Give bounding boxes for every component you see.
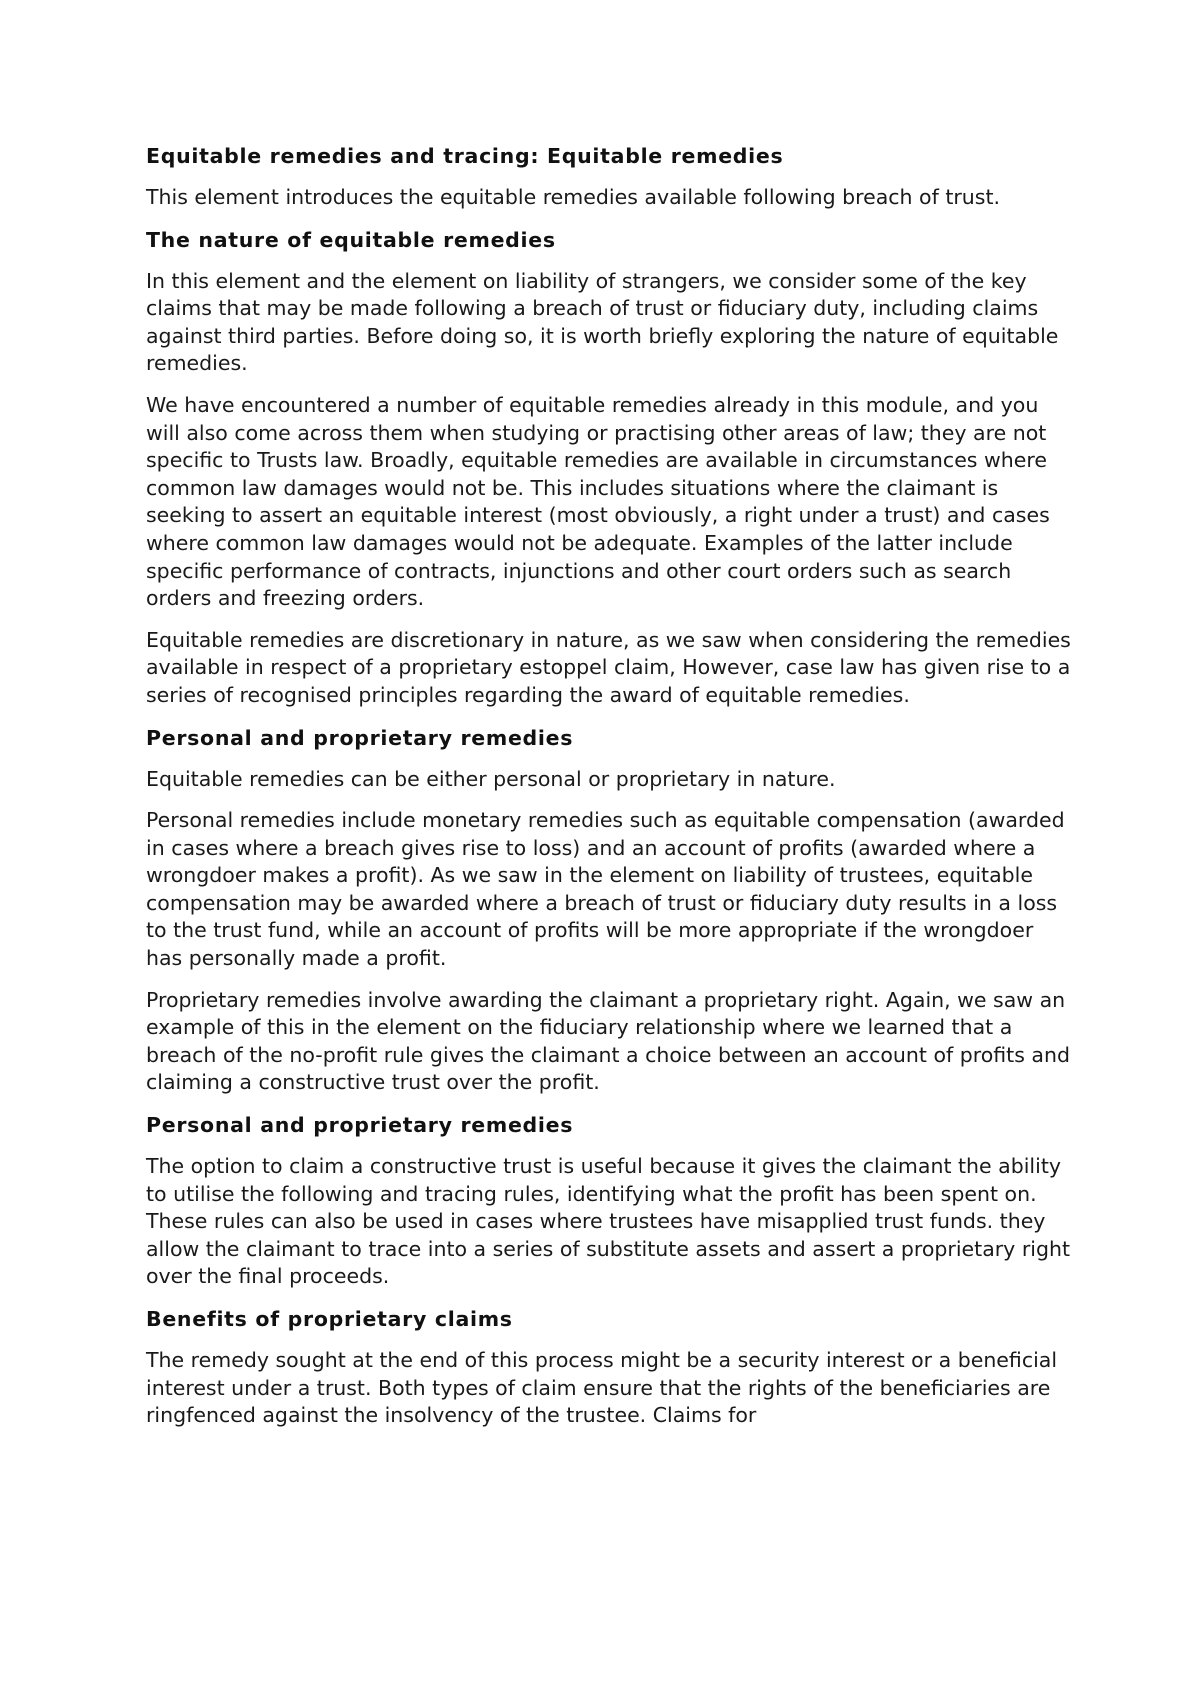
paragraph: Equitable remedies are discretionary in nature, as we saw when considering the remedies available in respect of a proprietary estoppel claim, However, case law has given rise to a series of recognised principles regarding the award of equitable remedies. [146,627,1071,707]
section-heading: Personal and proprietary remedies [146,725,574,750]
paragraph: We have encountered a number of equitable remedies already in this module, and you will also come across them when studying or practising other areas of law; they are not specific to Trusts law. Broadly, equitable remedies are available in circumstances where common law damages would not be. This includes situations where the claimant is seeking to assert an equitable interest (most obviously, a right under a trust) and cases where common law damages would not be adequate. Examples of the latter include specific performance of contracts, injunctions and other court orders such as search orders and freezing orders. [146,392,1050,611]
section-heading: Equitable remedies and tracing: Equitable remedies [146,144,784,168]
paragraph: The option to claim a constructive trust is useful because it gives the claimant the ability to utilise the following and tracing rules, identifying what the profit has been spent on. These rules can also be used in cases where trustees have misapplied trust funds. they allow the claimant to trace into a series of substitute assets and assert a proprietary right over the final proceeds. [146,1154,1071,1289]
paragraph: This element introduces the equitable remedies available following breach of trust. [146,185,1001,209]
paragraph: Personal remedies include monetary remedies such as equitable compensation (awarded in cases where a breach gives rise to loss) and an account of profits (awarded where a wrongdoer makes a profit). As we saw in the element on liability of trustees, equitable compensation may be awarded where a breach of trust or fiduciary duty results in a loss to the trust fund, while an account of profits will be more appropriate if the wrongdoer has personally made a profit. [146,808,1065,971]
paragraph: Proprietary remedies involve awarding the claimant a proprietary right. Again, we saw an example of this in the element on the fiduciary relationship where we learned that a breach of the no-profit rule gives the claimant a choice between an account of profits and claiming a constructive trust over the profit. [146,987,1070,1095]
section-heading: Personal and proprietary remedies [146,1113,574,1138]
paragraph: Equitable remedies can be either personal or proprietary in nature. [146,766,836,791]
paragraph: The remedy sought at the end of this process might be a security interest or a beneficial interest under a trust. Both types of claim ensure that the rights of the beneficiaries are ringfenced against the insolvency of the trustee. Claims for [146,1348,1058,1428]
section-heading: The nature of equitable remedies [146,227,556,252]
paragraph: In this element and the element on liability of strangers, we consider some of the key claims that may be made following a breach of trust or fiduciary duty, including claims against third parties. Before doing so, it is worth briefly exploring the nature of equitable remedies. [146,268,1059,376]
document-body [146,142,1076,1444]
section-heading: Benefits of proprietary claims [146,1307,513,1331]
